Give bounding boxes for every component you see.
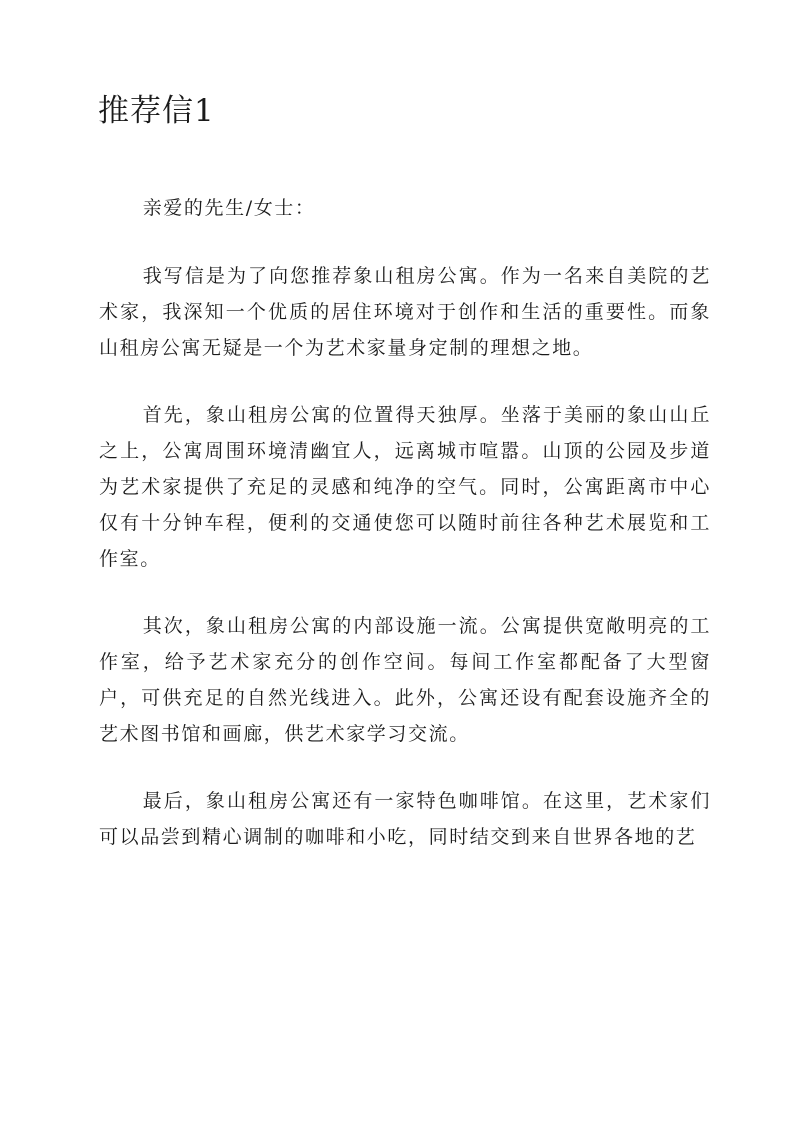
- paragraph-location: 首先，象山租房公寓的位置得天独厚。坐落于美丽的象山山丘之上，公寓周围环境清幽宜人，远离城市喧嚣。山顶的公园及步道为艺术家提供了充足的灵感和纯净的空气。同时，公寓距离市中心仅有十分钟车程，便利的交通使您可以随时前往各种艺术展览和工作室。: [99, 404, 711, 570]
- paragraph-cafe: 最后，象山租房公寓还有一家特色咖啡馆。在这里，艺术家们可以品尝到精心调制的咖啡和小吃，同时结交到来自世界各地的艺: [99, 790, 711, 848]
- paragraph-intro: 我写信是为了向您推荐象山租房公寓。作为一名来自美院的艺术家，我深知一个优质的居住环境对于创作和生活的重要性。而象山租房公寓无疑是一个为艺术家量身定制的理想之地。: [99, 265, 711, 359]
- letter-body: [99, 190, 711, 886]
- salutation: 亲爱的先生/女士：: [142, 197, 316, 219]
- paragraph-facilities: 其次，象山租房公寓的内部设施一流。公寓提供宽敞明亮的工作室，给予艺术家充分的创作空间。每间工作室都配备了大型窗户，可供充足的自然光线进入。此外，公寓还设有配套设施齐全的艺术图书馆和画廊，供艺术家学习交流。: [99, 615, 711, 745]
- document-title: 推荐信1: [98, 93, 215, 129]
